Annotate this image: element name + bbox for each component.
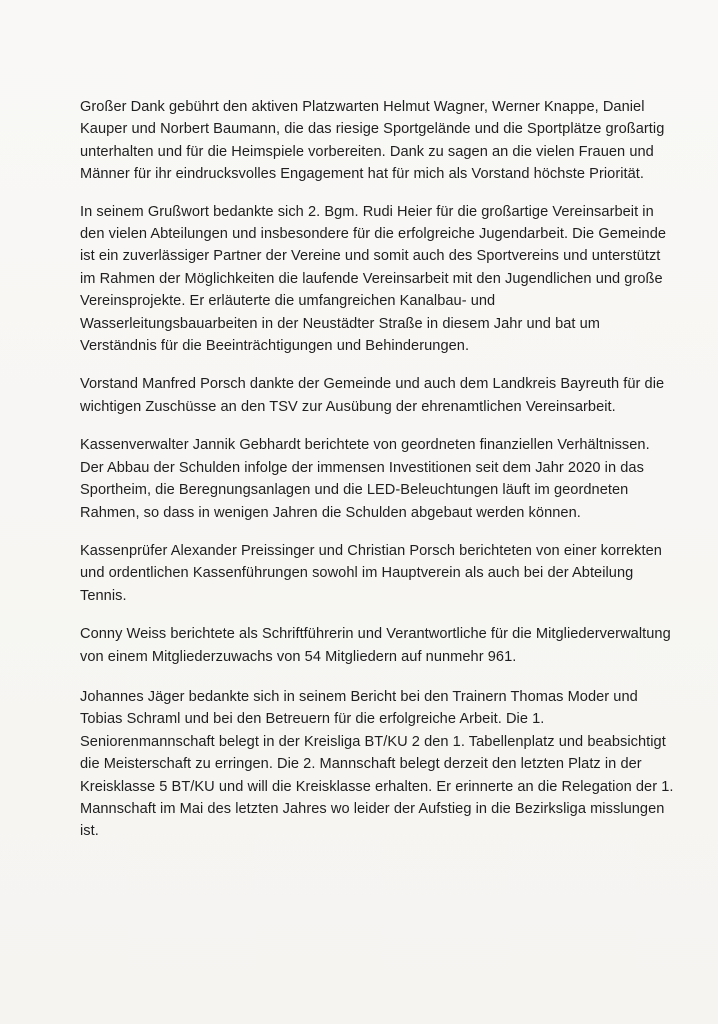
paragraph-vorstand-dank: Vorstand Manfred Porsch dankte der Gemeinde und auch dem Landkreis Bayreuth für die wichtigen Zuschüsse an den TSV zur Ausübung der ehrenamtlichen Vereinsarbeit. [80, 376, 665, 415]
paragraph-kassenpruefer: Kassenprüfer Alexander Preissinger und Christian Porsch berichteten von einer korrekten und ordentlichen Kassenführungen sowohl im Hauptverein als auch bei der Abteilung Tennis. [80, 542, 662, 604]
paragraph-mitgliederverwaltung: Conny Weiss berichtete als Schriftführerin und Verantwortliche für die Mitgliederverwaltung von einem Mitgliederzuwachs von 54 Mitgliedern auf nunmehr 961. [80, 626, 671, 665]
paragraph-kassenverwalter: Kassenverwalter Jannik Gebhardt berichtete von geordneten finanziellen Verhältnissen. Der Abbau der Schulden infolge der immensen Investitionen seit dem Jahr 2020 in das Sportheim, die Beregnungsanlagen und die LED-Beleuchtungen läuft im geordneten Rahmen, so dass in wenigen Jahren die Schulden abgebaut werden können. [80, 437, 650, 521]
paragraph-fussball-bericht: Johannes Jäger bedankte sich in seinem Bericht bei den Trainern Thomas Moder und Tobias Schraml und bei den Betreuern für die erfolgreiche Arbeit. Die 1. Seniorenmannschaft belegt in der Kreisliga BT/KU 2 den 1. Tabellenplatz und beabsichtigt die Meisterschaft zu erringen. Die 2. Mannschaft belegt derzeit den letzten Platz in der Kreisklasse 5 BT/KU und will die Kreisklasse erhalten. Er erinnerte an die Relegation der 1. Mannschaft im Mai des letzten Jahres wo leider der Aufstieg in die Bezirksliga misslungen ist. [80, 688, 674, 840]
document-body [80, 96, 676, 861]
paragraph-grusswort: In seinem Grußwort bedankte sich 2. Bgm. Rudi Heier für die großartige Vereinsarbeit in den vielen Abteilungen und insbesondere für die erfolgreiche Jugendarbeit. Die Gemeinde ist ein zuverlässiger Partner der Vereine und somit auch des Sportvereins und unterstützt im Rahmen der Möglichkeiten die laufende Vereinsarbeit mit den Jugendlichen und große Vereinsprojekte. Er erläuterte die umfangreichen Kanalbau- und Wasserleitungsbauarbeiten in der Neustädter Straße in diesem Jahr und bat um Verständnis für die Beeinträchtigungen und Behinderungen. [80, 203, 667, 355]
paragraph-platzwarte: Großer Dank gebührt den aktiven Platzwarten Helmut Wagner, Werner Knappe, Daniel Kauper und Norbert Baumann, die das riesige Sportgelände und die Sportplätze großartig unterhalten und für die Heimspiele vorbereiten. Dank zu sagen an die vielen Frauen und Männer für ihr eindrucksvolles Engagement hat für mich als Vorstand höchste Priorität. [80, 99, 665, 183]
